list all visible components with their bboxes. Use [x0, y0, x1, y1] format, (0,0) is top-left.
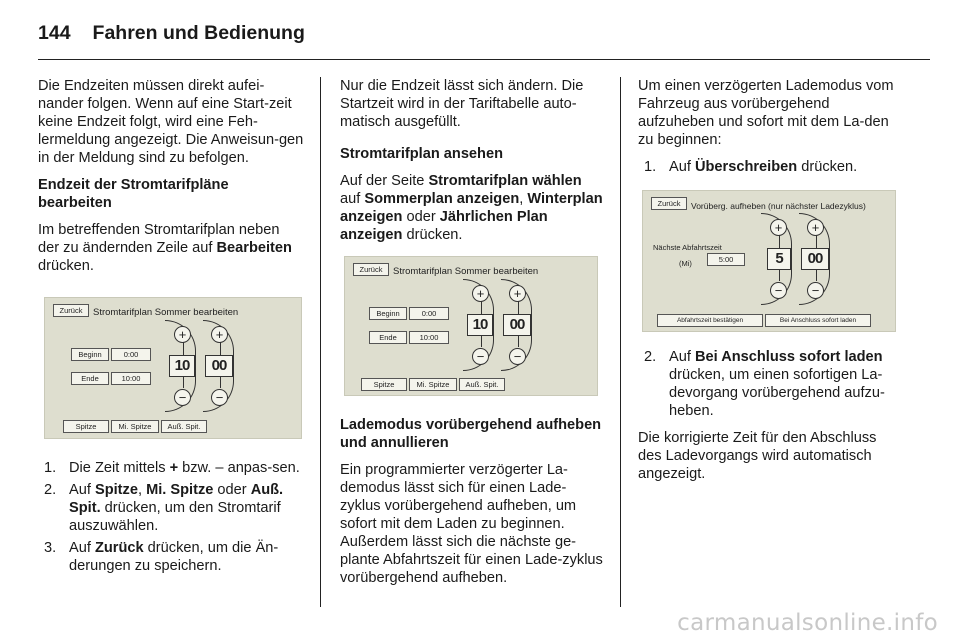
plus-icon[interactable]: + — [509, 285, 526, 302]
col3-step-2 — [638, 348, 904, 420]
column-divider-1 — [320, 77, 321, 607]
col2-heading-1: Stromtarifplan ansehen — [340, 146, 503, 162]
tab-peak[interactable]: Spitze — [361, 378, 407, 391]
plus-icon[interactable]: + — [472, 285, 489, 302]
page-header — [38, 22, 305, 45]
back-button[interactable]: Zurück — [53, 304, 89, 317]
begin-value: 0:00 — [409, 307, 449, 320]
hour-display: 10 — [467, 314, 493, 336]
next-departure-label: Nächste Abfahrtszeit — [653, 243, 722, 252]
screenshot-summer-plan-1 — [44, 297, 302, 439]
list-item: 3. Auf Zurück drücken, um die Än-derungen zu speichern. — [44, 540, 279, 574]
col2-paragraph-1: Auf der Seite Stromtarifplan wählen auf Sommerplan anzeigen, Winterplan anzeigen oder Jährlichen Plan anzeigen drücken. — [340, 173, 603, 243]
col2-heading-2: Lademodus vorübergehend aufheben und annullieren — [340, 417, 602, 451]
screen-title: Stromtarifplan Sommer bearbeiten — [393, 266, 539, 277]
minute-display: 00 — [801, 248, 829, 270]
list-item: 1. Die Zeit mittels + bzw. – anpas-sen. — [44, 460, 300, 476]
minus-icon[interactable]: − — [174, 389, 191, 406]
screen-title: Vorüberg. aufheben (nur nächster Ladezyklus) — [691, 201, 866, 211]
back-button[interactable]: Zurück — [651, 197, 687, 210]
list-item: 1. Auf Überschreiben drücken. — [644, 159, 858, 175]
minus-icon[interactable]: − — [509, 348, 526, 365]
header-rule — [38, 59, 930, 60]
tab-mid-peak[interactable]: Mi. Spitze — [111, 420, 159, 433]
tab-peak[interactable]: Spitze — [63, 420, 109, 433]
col3-outro: Die korrigierte Zeit für den Abschluss des Ladevorgangs wird automatisch angezeigt. — [638, 430, 877, 482]
col1-intro: Die Endzeiten müssen direkt aufei-nander folgen. Wenn auf eine Start-zeit keine Endzeit folgt, wird eine Feh-lermeldung angezeigt. Die Anweisun-gen in der Meldung sind zu befolgen. — [38, 78, 304, 166]
tab-off-peak[interactable]: Auß. Spit. — [161, 420, 207, 433]
column-3 — [638, 77, 904, 492]
day-label: (Mi) — [679, 259, 692, 268]
column-divider-2 — [620, 77, 621, 607]
screenshot-summer-plan-2 — [344, 256, 598, 396]
list-item: 2. Auf Bei Anschluss sofort laden drücken, um einen sofortigen La-devorgang vorübergehend aufzu-heben. — [644, 349, 885, 419]
col1-heading: Endzeit der Stromtarifpläne bearbeiten — [38, 177, 229, 211]
minus-icon[interactable]: − — [770, 282, 787, 299]
tab-off-peak[interactable]: Auß. Spit. — [459, 378, 505, 391]
end-value: 10:00 — [409, 331, 449, 344]
col2-paragraph-2: Ein programmierter verzögerter La-demodus lässt sich für einen Lade-zyklus vorübergehend aufheben, um sofort mit dem Laden zu beginnen. Außerdem lässt sich die nächste ge-plante Abfahrtszeit für einen Lade-zyklus vorübergehend aufheben. — [340, 462, 603, 586]
begin-label: Beginn — [369, 307, 407, 320]
col1-paragraph: Im betreffenden Stromtarifplan neben der zu ändernden Zeile auf Bearbeiten drücken. — [38, 222, 292, 274]
col1-steps — [38, 459, 304, 575]
minute-display: 00 — [503, 314, 531, 336]
page-number: 144 — [38, 22, 71, 44]
minus-icon[interactable]: − — [211, 389, 228, 406]
col2-intro: Nur die Endzeit lässt sich ändern. Die Startzeit wird in der Tariftabelle auto-matisch ausgefüllt. — [340, 78, 584, 130]
hour-display: 10 — [169, 355, 195, 377]
begin-value: 0:00 — [111, 348, 151, 361]
departure-time: 5:00 — [707, 253, 745, 266]
end-label: Ende — [369, 331, 407, 344]
screenshot-override — [642, 190, 896, 332]
plus-icon[interactable]: + — [770, 219, 787, 236]
column-2 — [340, 77, 604, 596]
col3-step-1 — [638, 158, 904, 176]
minute-display: 00 — [205, 355, 233, 377]
page-title: Fahren und Bedienung — [92, 22, 305, 44]
end-value: 10:00 — [111, 372, 151, 385]
list-item: 2. Auf Spitze, Mi. Spitze oder Auß. Spit. drücken, um den Stromtarif auszuwählen. — [44, 482, 284, 534]
minus-icon[interactable]: − — [472, 348, 489, 365]
watermark: carmanualsonline.info — [677, 610, 938, 636]
hour-display: 5 — [767, 248, 791, 270]
begin-label: Beginn — [71, 348, 109, 361]
end-label: Ende — [71, 372, 109, 385]
plus-icon[interactable]: + — [174, 326, 191, 343]
screen-title: Stromtarifplan Sommer bearbeiten — [93, 307, 239, 318]
plus-icon[interactable]: + — [211, 326, 228, 343]
charge-immediately-button[interactable]: Bei Anschluss sofort laden — [765, 314, 871, 327]
column-1 — [38, 77, 304, 584]
confirm-departure-button[interactable]: Abfahrtszeit bestätigen — [657, 314, 763, 327]
tab-mid-peak[interactable]: Mi. Spitze — [409, 378, 457, 391]
back-button[interactable]: Zurück — [353, 263, 389, 276]
col3-intro: Um einen verzögerten Lademodus vom Fahrzeug aus vorübergehend aufzuheben und sofort mit dem La-den zu beginnen: — [638, 78, 894, 148]
plus-icon[interactable]: + — [807, 219, 824, 236]
minus-icon[interactable]: − — [807, 282, 824, 299]
